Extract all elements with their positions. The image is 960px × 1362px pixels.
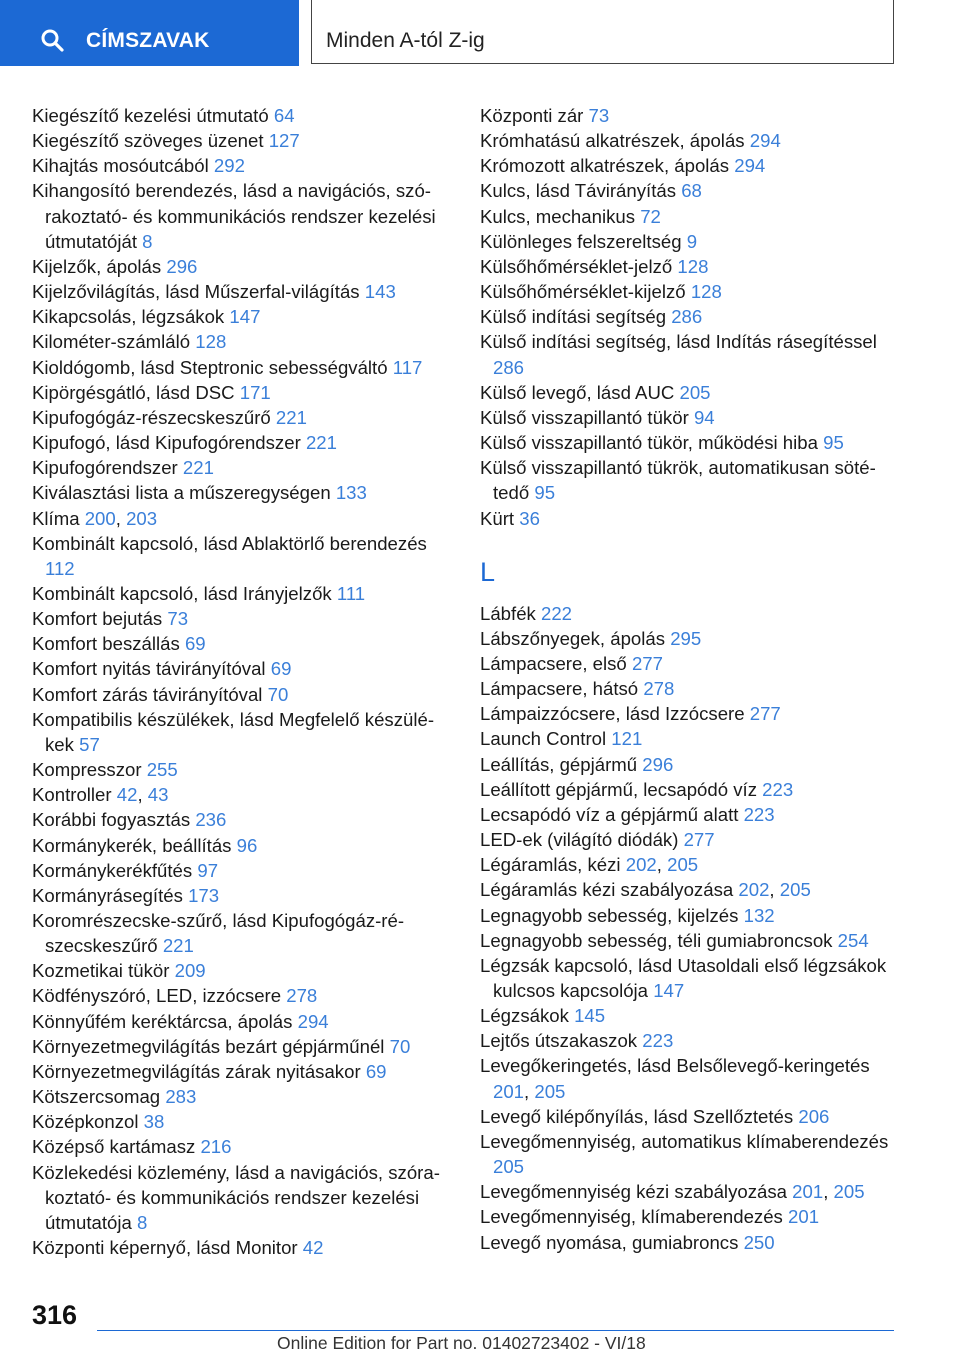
index-entry: Levegőmennyiség kézi szabályozása 201, 205 bbox=[480, 1181, 865, 1203]
page-link[interactable]: 221 bbox=[162, 935, 194, 957]
index-entry-text: Kormányrásegítés bbox=[32, 884, 183, 906]
index-entry bbox=[480, 626, 900, 651]
index-entry bbox=[480, 676, 900, 701]
index-entry bbox=[480, 651, 900, 676]
page-link[interactable]: 286 bbox=[671, 306, 703, 328]
page-link[interactable]: 9 bbox=[686, 230, 698, 252]
page-link[interactable]: 283 bbox=[165, 1086, 197, 1108]
footer-rule bbox=[97, 1330, 894, 1331]
page-link[interactable]: 223 bbox=[762, 778, 794, 800]
index-entry: Levegőkeringetés, lásd Belsőlevegő-keringetés 201, 205 bbox=[480, 1055, 870, 1102]
index-entry-text: Kormánykerék, beállítás bbox=[32, 834, 232, 856]
index-entry-text: Légáramlás kézi szabályozása bbox=[480, 879, 734, 901]
index-entry bbox=[32, 380, 452, 405]
index-entry-text: Komfort zárás távirányítóval bbox=[32, 683, 263, 705]
index-entry-text: Kormánykerékfűtés bbox=[32, 859, 193, 881]
page-link[interactable]: 147 bbox=[229, 306, 261, 328]
page-link[interactable]: 200 bbox=[84, 507, 116, 529]
page-link[interactable]: 128 bbox=[677, 255, 709, 277]
index-entry-text: Légzsákok bbox=[480, 1005, 569, 1027]
page-link[interactable]: 128 bbox=[690, 281, 722, 303]
index-entry-text: Külső visszapillantó tükrök, automatikusan sötétedő bbox=[480, 457, 876, 504]
page-link[interactable]: 127 bbox=[268, 130, 300, 152]
index-entry-text: Lámpaizzócsere, lásd Izzócsere bbox=[480, 703, 745, 725]
index-entry bbox=[32, 656, 452, 681]
index-entry bbox=[480, 254, 900, 279]
page-link[interactable]: 143 bbox=[364, 281, 396, 303]
page-link[interactable]: 38 bbox=[143, 1111, 165, 1133]
index-entry-text: Lejtős útszakaszok bbox=[480, 1030, 638, 1052]
page-link[interactable]: 73 bbox=[167, 608, 189, 630]
footer-text: Online Edition for Part no. 01402723402 - VI/18 bbox=[277, 1333, 646, 1353]
page-link[interactable]: 112 bbox=[45, 557, 75, 579]
index-entry bbox=[480, 1104, 900, 1129]
index-entry-text: Kijelzővilágítás, lásd Műszerfal-világítás bbox=[32, 281, 360, 303]
index-entry-text: Kozmetikai tükör bbox=[32, 960, 170, 982]
index-entry-text: Központi zár bbox=[480, 105, 584, 126]
index-entry-text: Kijelzők, ápolás bbox=[32, 255, 162, 277]
index-entry-text: Külső visszapillantó tükör, működési hiba bbox=[480, 432, 818, 454]
page-link[interactable]: 69 bbox=[270, 658, 292, 680]
index-entry bbox=[32, 958, 452, 983]
page-link[interactable]: 117 bbox=[392, 356, 423, 378]
index-entry-text: Külsőhőmérséklet-kijelző bbox=[480, 281, 686, 303]
index-entry-text: Levegőmennyiség kézi szabályozása bbox=[480, 1181, 787, 1203]
page-link[interactable]: 95 bbox=[823, 432, 844, 454]
index-entry bbox=[480, 903, 900, 928]
page-link[interactable]: 202 bbox=[738, 879, 770, 901]
index-entry-text: Korábbi fogyasztás bbox=[32, 809, 191, 831]
page-link[interactable]: 8 bbox=[142, 230, 153, 252]
index-entry bbox=[32, 858, 452, 883]
index-entry bbox=[480, 329, 900, 379]
index-entry-text: Középső kartámasz bbox=[32, 1136, 196, 1158]
page-link[interactable]: 294 bbox=[297, 1010, 329, 1032]
page-link[interactable]: 277 bbox=[749, 703, 781, 725]
index-entry-text: Kikapcsolás, légzsákok bbox=[32, 306, 225, 328]
tab-keywords-label: CÍMSZAVAK bbox=[86, 29, 210, 52]
index-entry bbox=[32, 883, 452, 908]
index-entry-text: Kompresszor bbox=[32, 759, 142, 781]
page-link[interactable]: 205 bbox=[833, 1181, 865, 1203]
index-entry-text: Krómhatású alkatrészek, ápolás bbox=[480, 130, 745, 152]
index-entry bbox=[480, 103, 900, 128]
index-entry-text: Lábszőnyegek, ápolás bbox=[480, 627, 666, 649]
tab-keywords[interactable] bbox=[0, 0, 299, 66]
index-entry bbox=[32, 405, 452, 430]
index-entry bbox=[480, 279, 900, 304]
index-entry-text: Levegő kilépőnyílás, lásd Szellőztetés bbox=[480, 1105, 794, 1127]
page-link[interactable]: 295 bbox=[670, 627, 702, 649]
index-entry-text: Különleges felszereltség bbox=[480, 230, 682, 252]
page-link[interactable]: 73 bbox=[588, 105, 610, 126]
index-entry-text: Koromrészecske-szűrő, lásd Kipufogógáz-részecskeszűrő bbox=[32, 910, 405, 957]
page-link[interactable]: 255 bbox=[146, 759, 178, 781]
index-entry-text: Kihajtás mosóutcából bbox=[32, 155, 209, 177]
page-link[interactable]: 111 bbox=[336, 582, 366, 604]
index-entry-text: Levegőkeringetés, lásd Belsőlevegő-keringetés bbox=[480, 1055, 870, 1077]
index-entry bbox=[32, 1059, 452, 1084]
index-entry-text: Kontroller bbox=[32, 784, 112, 806]
page-link[interactable]: 68 bbox=[681, 180, 702, 202]
index-entry-text: Krómozott alkatrészek, ápolás bbox=[480, 155, 730, 177]
page-link[interactable]: 236 bbox=[195, 809, 227, 831]
page-link[interactable]: 221 bbox=[305, 432, 337, 454]
index-entry bbox=[32, 983, 452, 1008]
index-entry bbox=[480, 430, 900, 455]
page-link[interactable]: 201 bbox=[792, 1181, 824, 1203]
page-link[interactable]: 8 bbox=[137, 1211, 148, 1233]
page-link[interactable]: 205 bbox=[779, 879, 811, 901]
page-link[interactable]: 147 bbox=[653, 980, 685, 1001]
page-link[interactable]: 70 bbox=[389, 1035, 411, 1057]
index-entry bbox=[32, 1160, 452, 1235]
index-entry-text: Lámpacsere, hátsó bbox=[480, 678, 639, 700]
index-entry bbox=[480, 1204, 900, 1229]
page-link[interactable]: 64 bbox=[273, 105, 295, 126]
index-entry bbox=[480, 777, 900, 802]
index-entry bbox=[32, 682, 452, 707]
index-entry-text: Környezetmegvilágítás bezárt gépjárműnél bbox=[32, 1035, 385, 1057]
index-entry-text: Központi képernyő, lásd Monitor bbox=[32, 1237, 298, 1259]
index-entry-text: Levegőmennyiség, klímaberendezés bbox=[480, 1206, 783, 1228]
page-link[interactable]: 277 bbox=[683, 829, 715, 851]
index-entry bbox=[480, 928, 900, 953]
page-link[interactable]: 223 bbox=[743, 803, 775, 825]
index-entry bbox=[480, 178, 900, 203]
index-entry-text: Kipufogórendszer bbox=[32, 457, 178, 479]
index-entry-text: Kiegészítő kezelési útmutató bbox=[32, 105, 269, 126]
index-entry-text: Közlekedési közlemény, lásd a navigációs, szórakoztató- és kommunikációs rendszer kezelési útmutatója bbox=[32, 1161, 440, 1233]
index-entry bbox=[32, 480, 452, 505]
page-link[interactable]: 222 bbox=[541, 602, 573, 624]
tab-a-to-z[interactable] bbox=[311, 0, 894, 64]
index-entry bbox=[480, 204, 900, 229]
index-entry bbox=[32, 178, 452, 253]
index-entry bbox=[32, 1235, 452, 1260]
index-entry bbox=[32, 304, 452, 329]
index-entry bbox=[32, 279, 452, 304]
search-icon bbox=[40, 28, 64, 52]
index-entry bbox=[32, 355, 452, 380]
index-entry bbox=[32, 581, 452, 606]
index-entry bbox=[480, 1028, 900, 1053]
index-entry bbox=[32, 128, 452, 153]
page-link[interactable]: 96 bbox=[236, 834, 258, 856]
index-entry bbox=[480, 405, 900, 430]
page-link[interactable]: 42 bbox=[302, 1237, 324, 1259]
page-link[interactable]: 36 bbox=[519, 507, 540, 529]
index-entry: Légáramlás kézi szabályozása 202, 205 bbox=[480, 879, 811, 901]
page-link[interactable]: 206 bbox=[798, 1105, 830, 1127]
index-entry-text: Környezetmegvilágítás zárak nyitásakor bbox=[32, 1060, 361, 1082]
index-entry bbox=[480, 953, 900, 1003]
index-entry-text: Kulcs, mechanikus bbox=[480, 205, 636, 227]
index-entry bbox=[480, 380, 900, 405]
index-entry bbox=[32, 103, 452, 128]
index-entry-text: Kipufogógáz-részecskeszűrő bbox=[32, 406, 271, 428]
page-link[interactable]: 221 bbox=[182, 457, 214, 479]
index-entry-text: Kötszercsomag bbox=[32, 1086, 161, 1108]
index-entry-text: Kipufogó, lásd Kipufogórendszer bbox=[32, 432, 301, 454]
index-entry bbox=[480, 455, 900, 505]
index-entry-text: Külső visszapillantó tükör bbox=[480, 406, 689, 428]
page-link[interactable]: 278 bbox=[643, 678, 675, 700]
index-entry bbox=[480, 1230, 900, 1255]
index-entry-text: Kilométer-számláló bbox=[32, 331, 191, 353]
index-entry bbox=[480, 304, 900, 329]
index-entry bbox=[480, 601, 900, 626]
index-entry-text: Levegőmennyiség, automatikus klímaberendezés bbox=[480, 1130, 889, 1152]
index-entry bbox=[32, 807, 452, 832]
index-column-right bbox=[480, 103, 900, 1255]
index-entry bbox=[480, 726, 900, 751]
index-entry-text: Ködfényszóró, LED, izzócsere bbox=[32, 985, 282, 1007]
page-link[interactable]: 70 bbox=[267, 683, 289, 705]
page-link[interactable]: 145 bbox=[574, 1005, 606, 1027]
page-link[interactable]: 173 bbox=[188, 884, 220, 906]
index-entry: Légáramlás, kézi 202, 205 bbox=[480, 854, 699, 876]
index-entry-text: Kihangosító berendezés, lásd a navigációs, szórakoztató- és kommunikációs rendszer kezelési útmutatóját bbox=[32, 180, 436, 252]
page-link[interactable]: 43 bbox=[147, 784, 169, 806]
index-entry-text: Lámpacsere, első bbox=[480, 652, 627, 674]
page-link[interactable]: 223 bbox=[642, 1030, 674, 1052]
index-entry bbox=[480, 1003, 900, 1028]
page-link[interactable]: 292 bbox=[213, 155, 245, 177]
page-link[interactable]: 221 bbox=[275, 406, 307, 428]
index-entry bbox=[32, 531, 452, 581]
index-entry bbox=[480, 802, 900, 827]
index-entry bbox=[32, 329, 452, 354]
index-entry bbox=[32, 707, 452, 757]
index-entry bbox=[32, 430, 452, 455]
index-entry bbox=[32, 908, 452, 958]
index-entry-text: Leállított gépjármű, lecsapódó víz bbox=[480, 778, 757, 800]
page-link[interactable]: 72 bbox=[640, 205, 661, 227]
index-entry bbox=[32, 153, 452, 178]
index-entry-text: Kombinált kapcsoló, lásd Ablaktörlő berendezés bbox=[32, 532, 427, 554]
index-entry bbox=[480, 128, 900, 153]
page-link[interactable]: 69 bbox=[184, 633, 206, 655]
index-entry-text: Kompatibilis készülékek, lásd Megfelelő készülékek bbox=[32, 708, 435, 755]
index-entry-text: Légzsák kapcsoló, lásd Utasoldali első légzsákok kulcsos kapcsolója bbox=[480, 954, 887, 1001]
index-entry-text: Külső indítási segítség bbox=[480, 306, 667, 328]
index-entry bbox=[480, 153, 900, 178]
index-entry bbox=[480, 827, 900, 852]
index-column-left bbox=[32, 103, 452, 1260]
page-link[interactable]: 69 bbox=[365, 1060, 387, 1082]
index-entry-text: Kiegészítő szöveges üzenet bbox=[32, 130, 264, 152]
index-entry bbox=[32, 606, 452, 631]
index-entry-text: Komfort nyitás távirányítóval bbox=[32, 658, 266, 680]
index-entry bbox=[480, 506, 900, 531]
page-link[interactable]: 132 bbox=[743, 904, 775, 926]
index-entry bbox=[32, 254, 452, 279]
index-entry-text: Levegő nyomása, gumiabroncs bbox=[480, 1231, 739, 1253]
index-entry bbox=[480, 1129, 900, 1179]
index-entry-text: Kombinált kapcsoló, lásd Irányjelzők bbox=[32, 582, 332, 604]
index-entry bbox=[32, 631, 452, 656]
page-link[interactable]: 205 bbox=[534, 1080, 566, 1102]
index-entry-text: Könnyűfém keréktárcsa, ápolás bbox=[32, 1010, 293, 1032]
page-link[interactable]: 205 bbox=[679, 381, 711, 403]
page-link[interactable]: 133 bbox=[335, 482, 367, 504]
index-entry-text: LED-ek (világító diódák) bbox=[480, 829, 679, 851]
index-entry bbox=[32, 1034, 452, 1059]
index-entry bbox=[32, 833, 452, 858]
index-entry bbox=[480, 701, 900, 726]
index-entry-text: Kulcs, lásd Távirányítás bbox=[480, 180, 677, 202]
page-link[interactable]: 128 bbox=[195, 331, 227, 353]
index-entry-text: Legnagyobb sebesség, téli gumiabroncsok bbox=[480, 929, 833, 951]
index-entry bbox=[480, 229, 900, 254]
page-link[interactable]: 296 bbox=[642, 753, 674, 775]
page-link[interactable]: 254 bbox=[837, 929, 869, 951]
index-entry-text: Külsőhőmérséklet-jelző bbox=[480, 255, 673, 277]
index-entry bbox=[32, 1009, 452, 1034]
page-link[interactable]: 294 bbox=[749, 130, 781, 152]
page-link[interactable]: 97 bbox=[197, 859, 219, 881]
index-entry bbox=[32, 455, 452, 480]
page-link[interactable]: 205 bbox=[493, 1156, 525, 1178]
index-entry-text: Lecsapódó víz a gépjármű alatt bbox=[480, 803, 739, 825]
page-link[interactable]: 203 bbox=[126, 507, 158, 529]
index-entry bbox=[480, 752, 900, 777]
index-section-l bbox=[480, 601, 900, 1255]
index-entry bbox=[32, 1109, 452, 1134]
index-entry-text: Kipörgésgátló, lásd DSC bbox=[32, 381, 235, 403]
page-link[interactable]: 209 bbox=[174, 960, 206, 982]
index-entry-text: Launch Control bbox=[480, 728, 607, 750]
index-entry-text: Külső levegő, lásd AUC bbox=[480, 381, 675, 403]
tab-a-to-z-label: Minden A-tól Z-ig bbox=[326, 29, 485, 52]
page-link[interactable]: 296 bbox=[166, 255, 198, 277]
page-link[interactable]: 95 bbox=[534, 482, 556, 504]
top-navigation bbox=[0, 0, 960, 66]
index-entry-text: Kioldógomb, lásd Steptronic sebességváltó bbox=[32, 356, 388, 378]
index-entry-text: Kiválasztási lista a műszeregységen bbox=[32, 482, 331, 504]
index-entry: Kontroller 42, 43 bbox=[32, 784, 169, 806]
page-link[interactable]: 216 bbox=[200, 1136, 232, 1158]
index-entry-text: Kürt bbox=[480, 507, 515, 529]
index-entry-text: Középkonzol bbox=[32, 1111, 139, 1133]
page-link[interactable]: 294 bbox=[734, 155, 766, 177]
index-section-k bbox=[480, 103, 900, 531]
page-link[interactable]: 250 bbox=[743, 1231, 775, 1253]
index-entry bbox=[32, 757, 452, 782]
index-entry-text: Legnagyobb sebesség, kijelzés bbox=[480, 904, 739, 926]
index-entry-text: Külső indítási segítség, lásd Indítás rásegítéssel bbox=[480, 331, 877, 353]
page-link[interactable]: 57 bbox=[79, 733, 100, 755]
page-link[interactable]: 277 bbox=[631, 652, 663, 674]
index-entry-text: Légáramlás, kézi bbox=[480, 854, 621, 876]
section-letter: L bbox=[480, 556, 496, 587]
page-link[interactable]: 278 bbox=[286, 985, 318, 1007]
index-entry-text: Lábfék bbox=[480, 602, 536, 624]
index-entry-text: Leállítás, gépjármű bbox=[480, 753, 638, 775]
index-entry-text: Komfort beszállás bbox=[32, 633, 180, 655]
page-link[interactable]: 171 bbox=[239, 381, 271, 403]
page-link[interactable]: 201 bbox=[788, 1206, 820, 1228]
page-link[interactable]: 286 bbox=[493, 356, 525, 378]
page-link[interactable]: 202 bbox=[625, 854, 657, 876]
page-number: 316 bbox=[32, 1300, 78, 1330]
index-entry: Klíma 200, 203 bbox=[32, 507, 158, 529]
page-link[interactable]: 121 bbox=[611, 728, 643, 750]
page-link[interactable]: 94 bbox=[693, 406, 715, 428]
index-entry bbox=[32, 1084, 452, 1109]
page-link[interactable]: 205 bbox=[667, 854, 699, 876]
index-entry-text: Komfort bejutás bbox=[32, 608, 163, 630]
page-link[interactable]: 201 bbox=[493, 1080, 525, 1102]
index-entry-text: Klíma bbox=[32, 507, 80, 529]
index-entry bbox=[32, 1134, 452, 1159]
page-link[interactable]: 42 bbox=[116, 784, 138, 806]
